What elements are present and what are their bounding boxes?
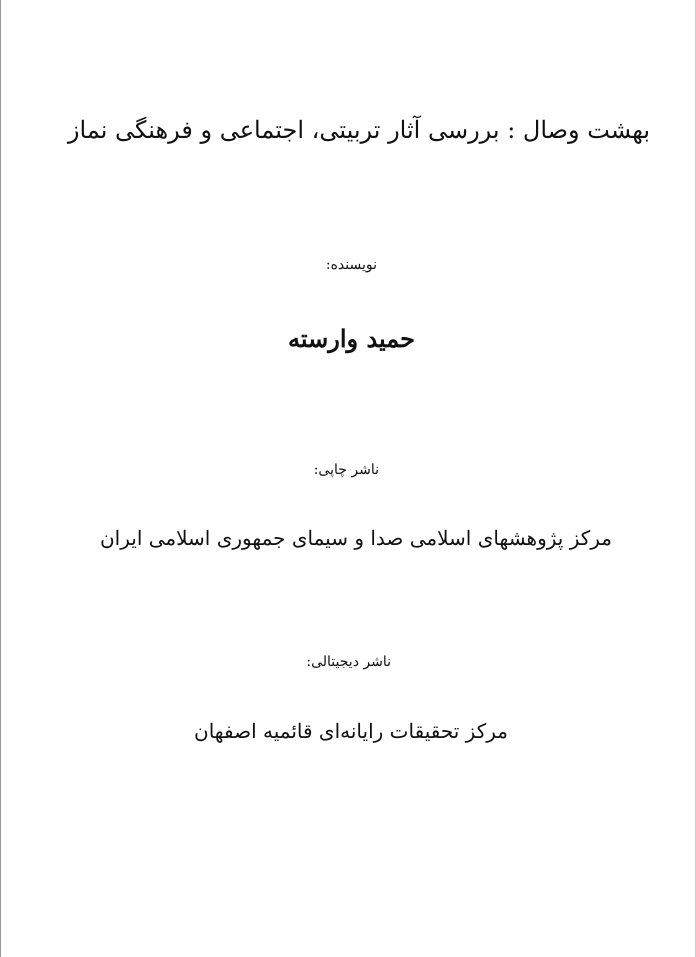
author-label: نویسنده:	[325, 257, 377, 273]
print-publisher-label: ناشر چاپی:	[313, 462, 379, 478]
book-title: بهشت وصال : بررسی آثار تربیتی، اجتماعی و فرهنگی نماز	[67, 116, 650, 144]
print-publisher-name: مرکز پژوهشهای اسلامی صدا و سیمای جمهوری اسلامی ایران	[99, 526, 612, 550]
digital-publisher-label: ناشر دیجیتالی:	[306, 654, 391, 670]
digital-publisher-name: مرکز تحقیقات رایانه‌ای قائمیه اصفهان	[194, 719, 508, 743]
author-name: حمید وارسته	[288, 324, 415, 353]
